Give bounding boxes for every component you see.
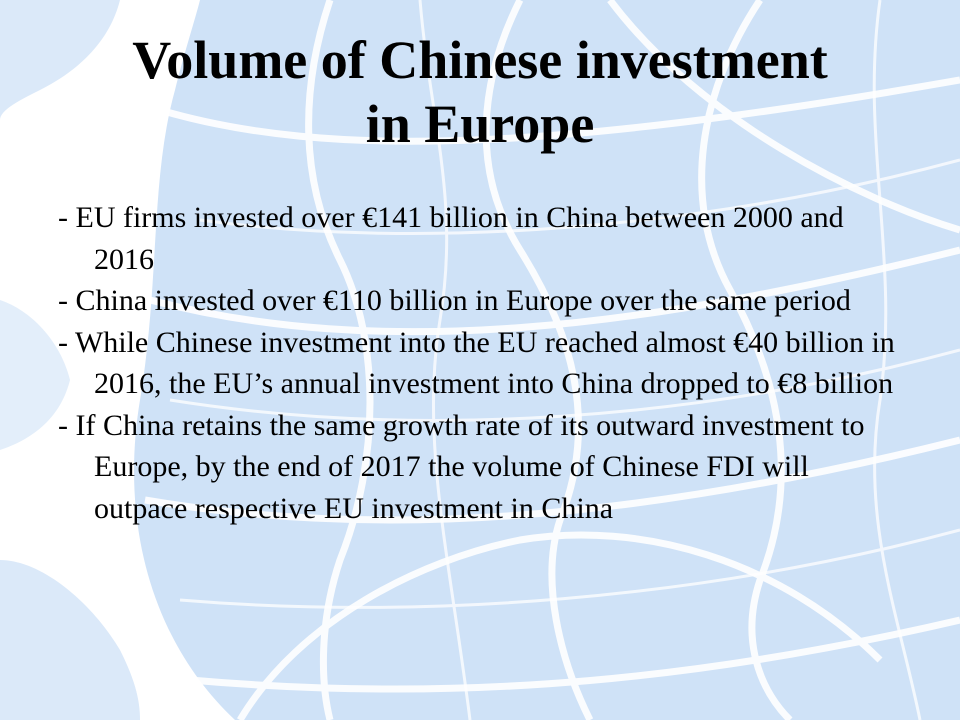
slide-title-line-1: Volume of Chinese investment [132, 30, 828, 90]
bullet-item: - China invested over €110 billion in Europe over the same period [58, 284, 851, 317]
bullet-item: - While Chinese investment into the EU reached almost €40 billion in 2016, the EU’s annual investment into China dropped to €8 billion [58, 325, 895, 400]
bullet-item: - If China retains the same growth rate of its outward investment to Europe, by the end of 2017 the volume of Chinese FDI will outpace respective EU investment in China [58, 408, 865, 525]
slide-title-line-2: in Europe [365, 94, 595, 154]
slide-title [60, 28, 900, 156]
bullet-list [58, 197, 908, 529]
bullet-item: - EU firms invested over €141 billion in China between 2000 and 2016 [58, 201, 844, 276]
